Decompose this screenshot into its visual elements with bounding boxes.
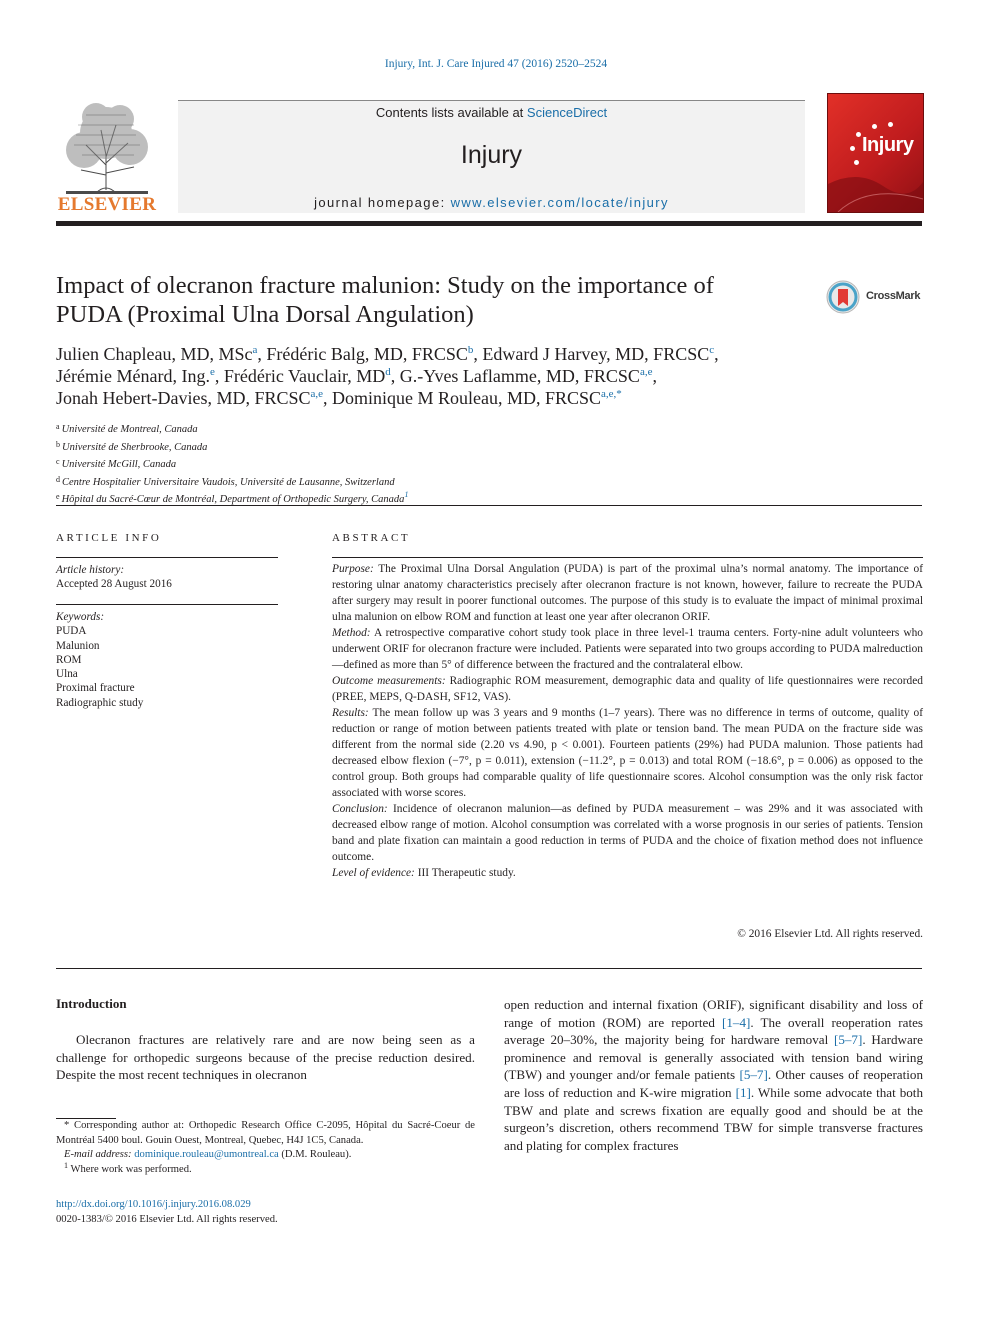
abstract-purpose [332, 561, 923, 625]
footnote-1 [56, 1160, 475, 1178]
doi-link[interactable]: http://dx.doi.org/10.1016/j.injury.2016.08.029 [56, 1199, 251, 1210]
author-name: Jonah Hebert-Davies, MD, FRCSC [56, 388, 311, 408]
author-separator: , [257, 344, 267, 364]
author-affiliation-link[interactable]: a,e,* [601, 388, 622, 400]
journal-citation[interactable]: Injury, Int. J. Care Injured 47 (2016) 2520–2524 [384, 58, 608, 70]
footnote-mark: * [64, 1120, 70, 1131]
paper-title [56, 271, 816, 329]
homepage-prefix: journal homepage: [314, 195, 451, 210]
body-rule [56, 968, 922, 969]
crossmark-badge[interactable] [826, 280, 936, 316]
author-separator: , [652, 366, 657, 386]
cover-artwork [828, 164, 923, 212]
abstract-heading: ABSTRACT [332, 532, 411, 544]
section-rule [56, 505, 922, 506]
author-separator: , [323, 388, 333, 408]
author-separator: , [473, 344, 483, 364]
affiliation-text: Université de Montreal, Canada [61, 424, 198, 435]
affiliation-text: Hôpital du Sacré-Cœur de Montréal, Department of Orthopedic Surgery, Canada [61, 494, 405, 505]
abstract-section-text: The Proximal Ulna Dorsal Angulation (PUDA) is part of the proximal ulna’s normal anatomy. The importance of restoring ulnar anatomy characteristics precisely after olecranon fracture is not known, however, failure to recreate the PUDA after surgery may result in poorer functional outcomes. The purpose of this study is to evaluate the impact of minimal proximal ulna malunion on elbow ROM and function at least one year after olecranon ORIF. [332, 563, 923, 623]
abstract-copyright: © 2016 Elsevier Ltd. All rights reserved. [737, 928, 923, 940]
journal-header-box [178, 100, 805, 213]
abstract-section-text: A retrospective comparative cohort study took place in three level-1 trauma centers. Forty-nine adult volunteers who underwent ORIF for olecranon fracture were included. Patients were separated into two groups according to PUDA malreduction—defined as more than 5° of difference between the fractured and the contralateral elbow. [332, 627, 923, 671]
header-rule [56, 221, 922, 226]
body-column-left: Olecranon fractures are relatively rare and are now being seen as a challenge for orthopedic surgeons because of the precise reduction desired. Despite the most recent techniques in olecranon [56, 1032, 475, 1083]
author-separator: , [390, 366, 400, 386]
affiliation-footnote-link[interactable]: 1 [404, 490, 409, 499]
body-column-right [504, 996, 923, 1154]
author-line-3 [56, 387, 906, 409]
author-affiliation-link[interactable]: a,e [310, 388, 324, 400]
affiliation-item [56, 420, 756, 438]
abstract-section-label: Purpose: [332, 563, 374, 575]
keywords-label: Keywords: [56, 611, 105, 623]
accepted-date: Accepted 28 August 2016 [56, 578, 172, 590]
author-affiliation-link[interactable]: a [252, 344, 258, 356]
keywords [56, 610, 143, 710]
affiliation-item [56, 455, 756, 473]
journal-name: Injury [460, 141, 523, 169]
author-affiliation-link[interactable]: b [467, 344, 474, 356]
reference-link[interactable]: [5–7] [739, 1067, 768, 1083]
contents-prefix: Contents lists available at [375, 105, 527, 120]
author-affiliation-link[interactable]: a,e [639, 366, 653, 378]
author-name: Jérémie Ménard, Ing. [56, 366, 210, 386]
paper-title-line-2: PUDA (Proximal Ulna Dorsal Angulation) [56, 301, 474, 328]
journal-homepage-line [178, 195, 805, 210]
footnote-text: Corresponding author at: Orthopedic Research Office C-2095, Hôpital du Sacré-Coeur de Montréal 5400 boul. Gouin Ouest, Montreal, Quebec, H4J 1C5, Canada. [56, 1120, 475, 1146]
elsevier-wordmark: ELSEVIER [57, 194, 157, 215]
author-list [56, 343, 906, 409]
corresponding-author-note [56, 1119, 475, 1148]
keyword-item: PUDA [56, 625, 87, 638]
article-history [56, 563, 172, 591]
author-name: G.-Yves Laflamme, MD, FRCSC [399, 366, 640, 386]
keyword-item: Ulna [56, 668, 78, 681]
keyword-item: ROM [56, 653, 82, 666]
introduction-heading: Introduction [56, 996, 127, 1011]
reference-link[interactable]: [5–7] [833, 1032, 863, 1048]
abstract-body [332, 561, 923, 881]
abstract-rule [332, 557, 923, 558]
body-text: open reduction and internal fixation (ORIF), significant disability and loss of range of motion (ROM) are reported [504, 997, 923, 1030]
affiliation-list [56, 420, 756, 508]
abstract-section-text: Radiographic ROM measurement, demographic data and quality of life questionnaires were recorded (PREE, MEPS, Q-DASH, SF12, VAS). [332, 675, 923, 703]
body-text: . Other causes of reoperation are loss of reduction and K-wire migration [504, 1067, 923, 1100]
affiliation-label: c [56, 457, 60, 466]
author-separator: , [714, 344, 719, 364]
author-name: Dominique M Rouleau, MD, FRCSC [332, 388, 602, 408]
reference-link[interactable]: [1–4] [722, 1014, 751, 1030]
email-note [56, 1148, 475, 1163]
affiliation-label: e [56, 492, 60, 501]
footnotes [56, 1119, 475, 1177]
reference-link[interactable]: [1] [735, 1084, 751, 1100]
author-separator: , [214, 366, 224, 386]
footnote-text: Where work was performed. [68, 1163, 192, 1175]
author-affiliation-link[interactable]: d [385, 366, 391, 378]
keywords-rule [56, 604, 278, 605]
affiliation-text: Centre Hospitalier Universitaire Vaudois, Université de Lausanne, Switzerland [62, 476, 395, 488]
paper-title-line-1: Impact of olecranon fracture malunion: Study on the importance of [56, 272, 714, 299]
email-label: E-mail address: [64, 1149, 132, 1161]
body-text: . Hardware prominence and removal is generally associated with tension band wiring (TBW) and younger and/or female patients [504, 1032, 923, 1083]
author-line-2 [56, 365, 906, 387]
email-link[interactable]: dominique.rouleau@umontreal.ca [134, 1149, 279, 1161]
abstract-conclusion [332, 801, 923, 865]
keyword-item: Radiographic study [56, 696, 144, 709]
author-name: Edward J Harvey, MD, FRCSC [482, 344, 710, 364]
abstract-section-text: The mean follow up was 3 years and 9 months (1–7 years). There was no difference in terms of outcome, quality of reduction or range of motion between patients treated with plate or tension band. The mean PUDA on the fracture side was different from the normal side (2.20 vs 4.90, p < 0.001). Fourteen patients (29%) had PUDA malunion. Those patients had decreased elbow flexion (−7°, p = 0.011), extension (−11.2°, p = 0.013) and total ROM (−18.6°, p = 0.006) as opposed to the control group. Both groups had comparable quality of life questionnaire scores. Alcohol consumption was the only risk factor associated with worse scores. [332, 707, 923, 799]
article-info-rule [56, 557, 278, 558]
abstract-method [332, 625, 923, 673]
abstract-results [332, 705, 923, 801]
abstract-section-label: Method: [332, 627, 371, 639]
affiliation-item [56, 473, 756, 491]
journal-cover-thumbnail[interactable] [827, 93, 924, 213]
journal-homepage-link[interactable]: www.elsevier.com/locate/injury [450, 195, 669, 210]
crossmark-icon [826, 280, 860, 314]
abstract-section-label: Outcome measurements: [332, 675, 446, 687]
crossmark-label: CrossMark [866, 290, 921, 302]
article-info-heading: ARTICLE INFO [56, 532, 162, 544]
affiliation-label: d [56, 474, 60, 484]
article-history-label: Article history: [56, 564, 125, 576]
cover-title: Injury [862, 134, 914, 156]
affiliation-text: Université McGill, Canada [61, 459, 177, 470]
author-name: Frédéric Balg, MD, FRCSC [266, 344, 468, 364]
abstract-section-label: Conclusion: [332, 803, 388, 815]
abstract-section-label: Level of evidence: [332, 867, 415, 879]
author-line-1 [56, 343, 906, 365]
affiliation-text: Université de Sherbrooke, Canada [62, 441, 208, 453]
affiliation-label: b [56, 439, 60, 449]
footnote-mark: 1 [64, 1160, 68, 1170]
doi-block [56, 1197, 278, 1227]
body-text: . While some advocate that both TBW and plate and screws fixation are equally good and should be at the surgeon’s discretion, others recommend TBW for simple transverse fractures and plating for complex fractures [504, 1084, 923, 1153]
keyword-item: Proximal fracture [56, 682, 135, 695]
keyword-item: Malunion [56, 639, 100, 652]
abstract-section-text: Incidence of olecranon malunion—as defined by PUDA measurement – was 29% and it was associated with decreased elbow range of motion. Alcohol consumption was correlated with a worse prognosis in our series of patients. Tension band and plate fixation can maintain a good reduction in terms of PUDA and the choice of fixation method does not influence outcome. [332, 803, 923, 863]
email-suffix: (D.M. Rouleau). [278, 1149, 352, 1161]
body-text: . The overall reoperation rates average 20–30%, the majority being for hardware removal [504, 1014, 923, 1048]
abstract-section-text: III Therapeutic study. [414, 867, 516, 879]
abstract-outcome [332, 673, 923, 705]
abstract-level-of-evidence [332, 865, 923, 881]
contents-lists-line [178, 105, 805, 120]
author-affiliation-link[interactable]: e [209, 366, 215, 378]
author-affiliation-link[interactable]: c [709, 344, 715, 356]
author-name: Julien Chapleau, MD, MSc [56, 344, 253, 364]
sciencedirect-link[interactable]: ScienceDirect [526, 105, 608, 120]
issn-copyright: 0020-1383/© 2016 Elsevier Ltd. All rights reserved. [56, 1214, 278, 1225]
affiliation-item [56, 438, 756, 456]
affiliation-label: a [56, 422, 60, 431]
abstract-section-label: Results: [332, 707, 369, 719]
author-name: Frédéric Vauclair, MD [223, 366, 386, 386]
